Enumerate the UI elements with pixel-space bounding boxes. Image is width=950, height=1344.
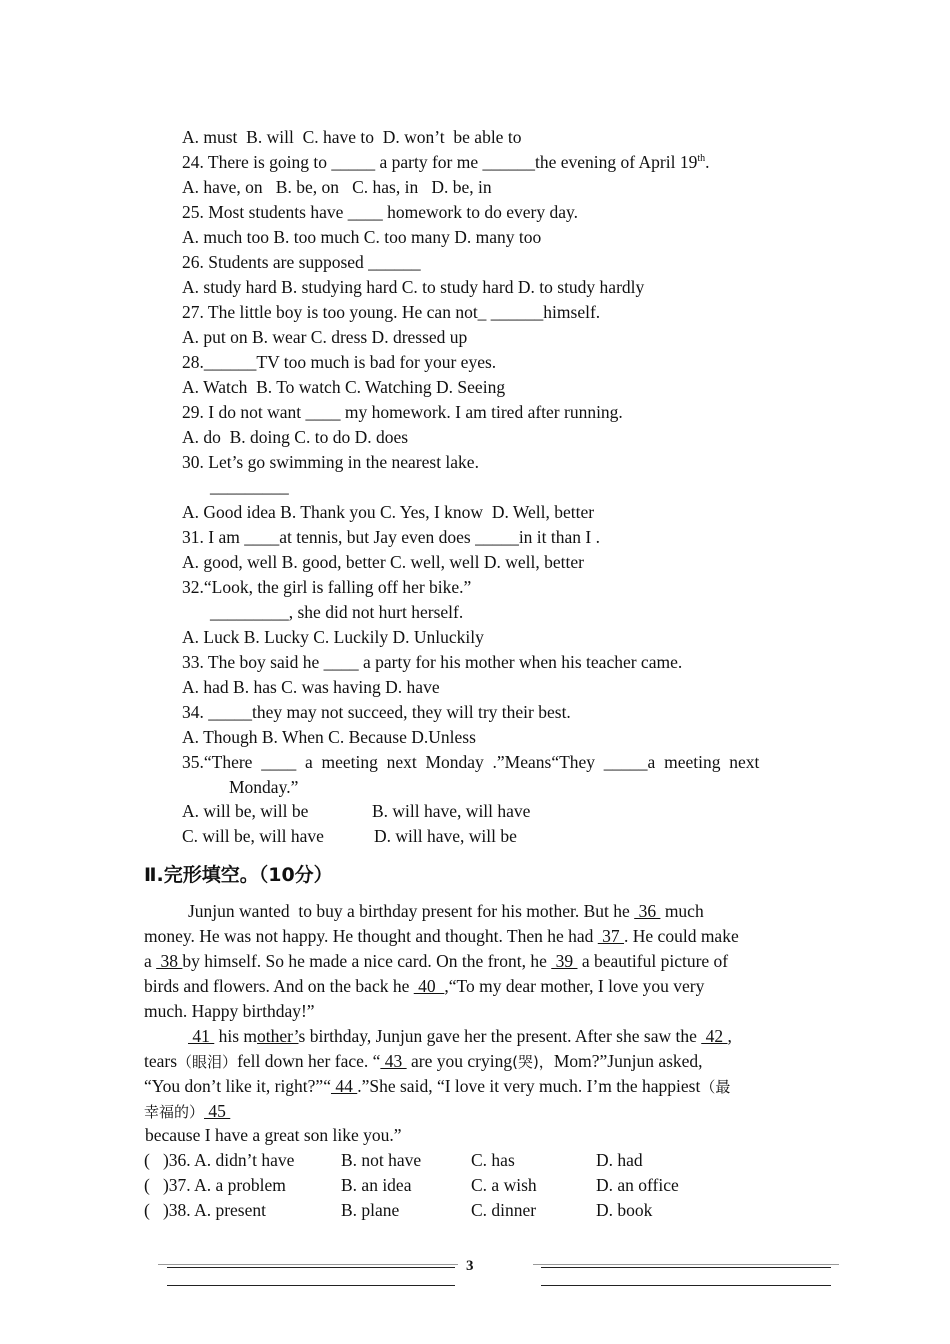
option-line-33: A. had B. has C. was having D. have bbox=[182, 677, 440, 697]
passage-line-5: much. Happy birthday!” bbox=[144, 1001, 315, 1021]
blank-43: 43 bbox=[380, 1051, 407, 1071]
question-24: 24. There is going to _____ a party for me ______the evening of April 19th. bbox=[182, 152, 710, 172]
option-line-26: A. study hard B. studying hard C. to study hard D. to study hardly bbox=[182, 277, 645, 297]
answer-blank-30: _________ bbox=[210, 476, 289, 496]
option-line-27: A. put on B. wear C. dress D. dressed up bbox=[182, 327, 468, 347]
option-35-c: C. will be, will have bbox=[182, 826, 324, 846]
footer-rule-right-thin bbox=[533, 1264, 839, 1265]
options-37-c: C. a wish bbox=[471, 1175, 537, 1195]
question-31: 31. I am ____at tennis, but Jay even does _____in it than I . bbox=[182, 527, 600, 547]
footer-rule-right-top bbox=[541, 1267, 831, 1268]
option-35-b: B. will have, will have bbox=[372, 801, 531, 821]
blank-39: 39 bbox=[551, 951, 578, 971]
question-30: 30. Let’s go swimming in the nearest lake. bbox=[182, 452, 479, 472]
passage-line-3: a 38 by himself. So he made a nice card. On the front, he 39 a beautiful picture of bbox=[144, 951, 729, 971]
options-38-c: C. dinner bbox=[471, 1200, 537, 1220]
options-37-d: D. an office bbox=[596, 1175, 679, 1195]
blank-37: 37 bbox=[597, 926, 625, 946]
blank-42: 42 bbox=[701, 1026, 728, 1046]
question-34: 34. _____they may not succeed, they will try their best. bbox=[182, 702, 571, 722]
footer-rule-left-bottom bbox=[167, 1285, 455, 1286]
question-26: 26. Students are supposed ______ bbox=[182, 252, 421, 272]
question-25: 25. Most students have ____ homework to do every day. bbox=[182, 202, 578, 222]
option-line-25: A. much too B. too much C. too many D. many too bbox=[182, 227, 542, 247]
question-33: 33. The boy said he ____ a party for his mother when his teacher came. bbox=[182, 652, 683, 672]
question-32: 32.“Look, the girl is falling off her bike.” bbox=[182, 577, 472, 597]
question-35-cont: Monday.” bbox=[229, 777, 299, 797]
options-36-a: ( )36. A. didn’t have bbox=[144, 1150, 295, 1170]
passage-line-10: because I have a great son like you.” bbox=[145, 1125, 402, 1145]
option-line-34: A. Though B. When C. Because D.Unless bbox=[182, 727, 476, 747]
passage-line-1: Junjun wanted to buy a birthday present for his mother. But he 36 much bbox=[188, 901, 704, 921]
options-38-a: ( )38. A. present bbox=[144, 1200, 266, 1220]
options-38-b: B. plane bbox=[341, 1200, 400, 1220]
options-36-b: B. not have bbox=[341, 1150, 422, 1170]
option-line-32: A. Luck B. Lucky C. Luckily D. Unluckily bbox=[182, 627, 484, 647]
option-35-a: A. will be, will be bbox=[182, 801, 309, 821]
options-37-a: ( )37. A. a problem bbox=[144, 1175, 286, 1195]
option-35-d: D. will have, will be bbox=[374, 826, 517, 846]
passage-line-2: money. He was not happy. He thought and thought. Then he had 37 . He could make bbox=[144, 926, 739, 946]
passage-line-8: “You don’t like it, right?”“ 44 .”She said, “I love it very much. I’m the happiest（最 bbox=[144, 1076, 731, 1096]
blank-36: 36 bbox=[634, 901, 661, 921]
option-line-28: A. Watch B. To watch C. Watching D. Seeing bbox=[182, 377, 506, 397]
footer-rule-left-thin bbox=[158, 1264, 458, 1265]
passage-line-4: birds and flowers. And on the back he 40 ,“To my dear mother, I love you very bbox=[144, 976, 705, 996]
section-heading: Ⅱ.完形填空。（10分） bbox=[144, 864, 333, 886]
blank-38: 38 bbox=[156, 951, 183, 971]
passage-line-6: 41 his mother’s birthday, Junjun gave her the present. After she saw the 42 , bbox=[188, 1026, 732, 1046]
options-37-b: B. an idea bbox=[341, 1175, 412, 1195]
options-36-c: C. has bbox=[471, 1150, 515, 1170]
option-line-24: A. have, on B. be, on C. has, in D. be, in bbox=[182, 177, 492, 197]
question-32-reply: _________, she did not hurt herself. bbox=[210, 602, 464, 622]
option-line-23: A. must B. will C. have to D. won’t be able to bbox=[182, 127, 522, 147]
option-line-31: A. good, well B. good, better C. well, well D. well, better bbox=[182, 552, 584, 572]
option-line-29: A. do B. doing C. to do D. does bbox=[182, 427, 409, 447]
blank-40: 40 bbox=[413, 976, 445, 996]
question-28: 28.______TV too much is bad for your eyes. bbox=[182, 352, 497, 372]
options-38-d: D. book bbox=[596, 1200, 653, 1220]
question-29: 29. I do not want ____ my homework. I am tired after running. bbox=[182, 402, 623, 422]
passage-line-9: 幸福的） 45 bbox=[144, 1101, 231, 1121]
blank-44: 44 bbox=[330, 1076, 358, 1096]
blank-45: 45 bbox=[204, 1101, 231, 1121]
footer-rule-right-bottom bbox=[541, 1285, 831, 1286]
question-35: 35.“There ____ a meeting next Monday .”Means“They _____a meeting next bbox=[182, 752, 760, 772]
blank-41: 41 bbox=[188, 1026, 215, 1046]
option-line-30: A. Good idea B. Thank you C. Yes, I know D. Well, better bbox=[182, 502, 595, 522]
page-number: 3 bbox=[466, 1258, 474, 1274]
passage-line-7: tears（眼泪）fell down her face. “ 43 are you crying(哭)，Mom?”Junjun asked, bbox=[144, 1051, 703, 1071]
footer-rule-left-top bbox=[167, 1267, 455, 1268]
question-27: 27. The little boy is too young. He can not_ ______himself. bbox=[182, 302, 601, 322]
options-36-d: D. had bbox=[596, 1150, 643, 1170]
